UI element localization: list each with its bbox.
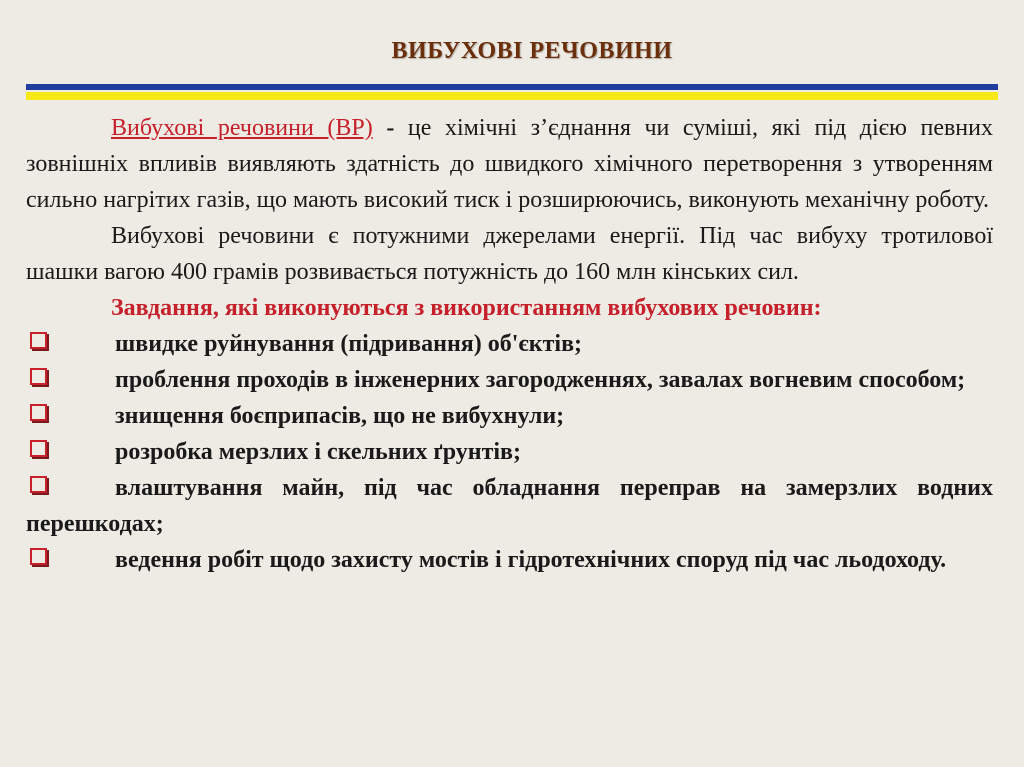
flag-stripe-yellow <box>26 92 998 100</box>
checkbox-bullet-icon <box>30 332 47 349</box>
list-item-text: розробка мерзлих і скельних ґрунтів; <box>115 439 522 465</box>
list-item-text: ведення робіт щодо захисту мостів і гідротехнічних споруд під час льодоходу. <box>115 547 947 573</box>
page-title: ВИБУХОВІ РЕЧОВИНИ <box>391 38 673 64</box>
list-item-text: влаштування майн, під час обладнання переправ на замерзлих водних перешкодах; <box>26 475 993 537</box>
slide-content <box>26 110 993 578</box>
checkbox-bullet-icon <box>30 548 47 565</box>
energy-paragraph: Вибухові речовини є потужними джерелами енергії. Під час вибуху тротилової шашки вагою 400 грамів розвивається потужність до 160 млн кінських сил. <box>26 223 993 285</box>
checkbox-bullet-icon <box>30 368 47 385</box>
list-item <box>26 542 993 578</box>
definition-dash: - <box>372 115 408 141</box>
list-item-text: швидке руйнування (підривання) об'єктів; <box>115 331 583 357</box>
definition-term: Вибухові речовини (ВР) <box>111 115 373 141</box>
tasks-list <box>26 326 993 578</box>
checkbox-bullet-icon <box>30 404 47 421</box>
checkbox-bullet-icon <box>30 440 47 457</box>
checkbox-bullet-icon <box>30 476 47 493</box>
flag-stripe-blue <box>26 84 998 90</box>
tasks-heading: Завдання, які виконуються з використанням вибухових речовин: <box>111 295 822 321</box>
list-item <box>26 362 993 398</box>
list-item <box>26 434 993 470</box>
list-item <box>26 398 993 434</box>
list-item-text: проблення проходів в інженерних загородженнях, завалах вогневим способом; <box>115 367 966 393</box>
definition-paragraph <box>26 110 993 218</box>
list-item <box>26 470 993 542</box>
definition-text: це хімічні з’єднання чи суміші, які під дією певних зовнішніх впливів виявляють здатність до швидкого хімічного перетворення з утворенням сильно нагрітих газів, що мають високий тиск і розширюючись, виконують механічну роботу. <box>26 115 993 213</box>
list-item <box>26 326 993 362</box>
list-item-text: знищення боєприпасів, що не вибухнули; <box>115 403 565 429</box>
